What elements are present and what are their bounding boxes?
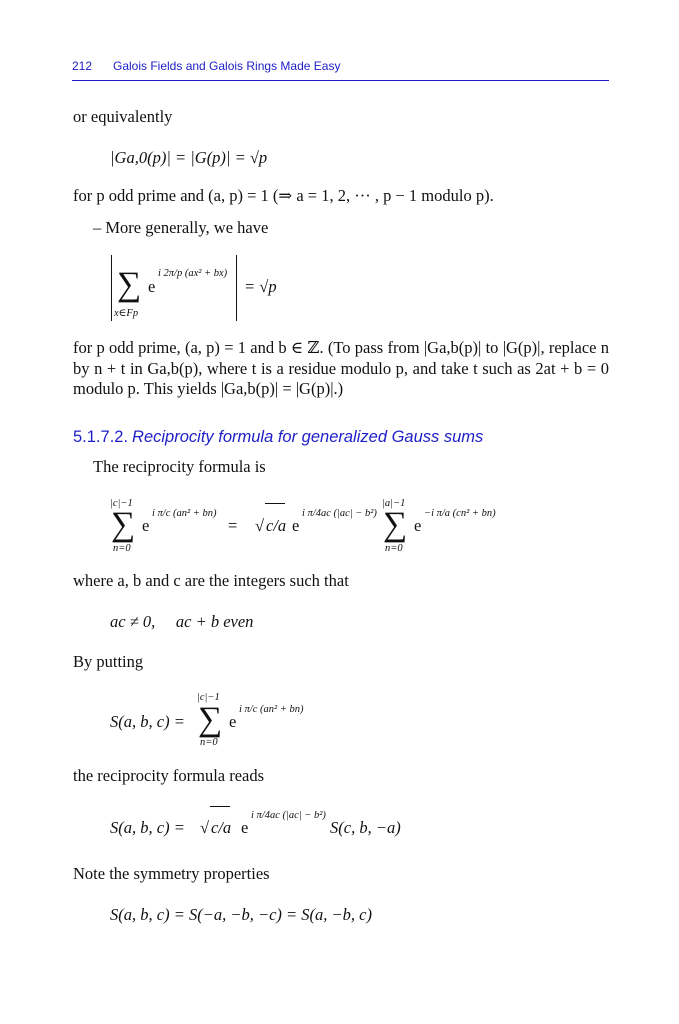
sqrt-overline-1 — [265, 503, 285, 504]
term2-base: e — [292, 516, 300, 535]
frac1: c/a — [266, 516, 287, 535]
eq4-term-exp: i π/c (an² + bn) — [239, 704, 304, 715]
text-by-putting: By putting — [73, 652, 144, 671]
eq5-term-exp: i π/4ac (|ac| − b²) — [251, 810, 326, 821]
text-or-equivalently: or equivalently — [73, 107, 173, 126]
eq4-lhs: S(a, b, c) = — [110, 712, 185, 731]
section-heading — [73, 428, 483, 447]
page-number: 212 — [72, 59, 93, 73]
eq4-sum-upper: |c|−1 — [197, 692, 220, 703]
eq5-lhs: S(a, b, c) = — [110, 818, 185, 837]
abs-bar-left — [111, 255, 112, 321]
eq3-equals: = — [228, 516, 238, 535]
sqrt-radical-2: √ — [200, 818, 210, 837]
exp-base: e — [148, 277, 156, 296]
sum2-lower: n=0 — [385, 543, 403, 554]
exp-exponent: i 2π/p (ax² + bx) — [158, 268, 228, 279]
term3-base: e — [414, 516, 422, 535]
sqrt-radical-1: √ — [255, 516, 265, 535]
text-reciprocity-intro: The reciprocity formula is — [93, 457, 266, 476]
eq5-rhs: S(c, b, −a) — [330, 818, 401, 837]
sum1-lower: n=0 — [113, 543, 131, 554]
text-symmetry-intro: Note the symmetry properties — [73, 864, 270, 883]
running-head — [72, 58, 609, 81]
running-title: Galois Fields and Galois Rings Made Easy — [113, 59, 341, 73]
text-where-integers: where a, b and c are the integers such that — [73, 571, 349, 590]
section-number: 5.1.7.2. — [73, 428, 129, 446]
sum1-symbol: ∑ — [111, 506, 136, 543]
eq5-term-base: e — [241, 818, 249, 837]
equation-gauss-modulus: |Ga,0(p)| = |G(p)| = √p — [110, 148, 268, 167]
sum-symbol: ∑ — [117, 266, 142, 303]
term1-exp: i π/c (an² + bn) — [152, 508, 217, 519]
sum1-upper: |c|−1 — [110, 498, 133, 509]
abs-bar-right — [236, 255, 237, 321]
eq4-term-base: e — [229, 712, 237, 731]
paragraph-residue: for p odd prime, (a, p) = 1 and b ∈ ℤ. (To pass from |Ga,b(p)| to |G(p)|, replace n by n + t in Ga,b(p), where t is a residue modulo p, and take t such as 2at + b = 0 modulo p. This yields |Ga,b(p)| = |G(p)|.) — [73, 338, 609, 398]
section-title: Reciprocity formula for generalized Gauss sums — [132, 428, 484, 446]
text-odd-prime-condition: for p odd prime and (a, p) = 1 (⇒ a = 1, 2, ··· , p − 1 modulo p). — [73, 186, 494, 205]
equation-symmetry: S(a, b, c) = S(−a, −b, −c) = S(a, −b, c) — [110, 905, 372, 924]
sum-index: x∈Fp — [114, 308, 139, 319]
sqrt-overline-2 — [210, 806, 230, 807]
text-formula-reads: the reciprocity formula reads — [73, 766, 265, 785]
eq2-rhs: = √p — [244, 277, 277, 296]
sum2-upper: |a|−1 — [382, 498, 406, 509]
eq4-sum-symbol: ∑ — [198, 701, 223, 738]
eq5-frac: c/a — [211, 818, 232, 837]
sum2-symbol: ∑ — [383, 506, 408, 543]
term2-exp: i π/4ac (|ac| − b²) — [302, 508, 377, 519]
term3-exp: −i π/a (cn² + bn) — [424, 508, 496, 519]
equation-conditions: ac ≠ 0, ac + b even — [110, 612, 254, 631]
text-more-generally: – More generally, we have — [93, 218, 269, 237]
eq4-sum-lower: n=0 — [200, 737, 218, 748]
term1-base: e — [142, 516, 150, 535]
